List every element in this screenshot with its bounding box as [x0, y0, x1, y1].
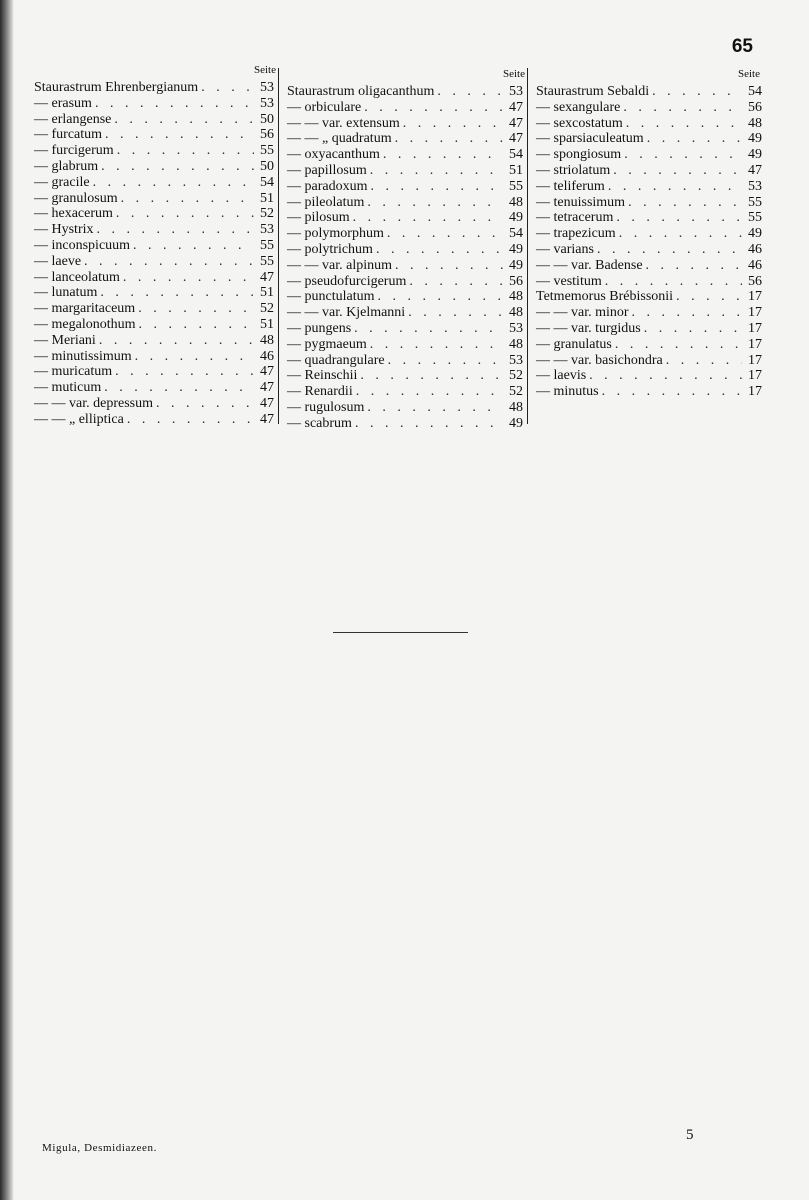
index-entry-page: 53	[509, 84, 523, 99]
dot-leader	[113, 206, 254, 222]
dot-leader	[90, 175, 254, 191]
index-entry-name: — trapezicum	[536, 226, 616, 242]
index-entry-name: — tetracerum	[536, 210, 614, 226]
dot-leader	[384, 226, 503, 242]
index-entry-page: 47	[260, 269, 274, 285]
index-entry-page: 49	[748, 131, 762, 147]
dot-leader	[406, 274, 503, 290]
index-entry-name: — — var. Kjelmanni	[287, 305, 406, 321]
dot-leader	[610, 163, 742, 179]
index-entry-page: 49	[509, 210, 523, 226]
index-entry-name: — — var. minor	[536, 305, 629, 321]
index-entry-name: — papillosum	[287, 162, 367, 178]
index-entry	[34, 206, 274, 222]
dot-leader	[96, 333, 254, 349]
dot-leader	[625, 195, 742, 211]
index-entry	[287, 258, 523, 274]
index-entry-name: — rugulosum	[287, 399, 365, 415]
index-entry-name: — — var. extensum	[287, 115, 400, 131]
index-entry	[34, 159, 274, 175]
index-entry	[34, 127, 274, 143]
index-entry-name: — pilosum	[287, 210, 350, 226]
index-entry-name: — Renardii	[287, 384, 353, 400]
index-entry-page: 48	[509, 194, 523, 210]
index-entry-name: — pseudofurcigerum	[287, 273, 407, 289]
dot-leader	[643, 258, 742, 274]
dot-leader	[124, 412, 254, 428]
index-entry-page: 47	[260, 411, 274, 427]
index-entry-name: — spongiosum	[536, 147, 622, 163]
index-entry	[536, 274, 762, 290]
dot-leader	[599, 384, 742, 400]
index-entry-page: 51	[260, 190, 274, 206]
dot-leader	[380, 147, 503, 163]
dot-leader	[112, 364, 254, 380]
index-entry	[287, 163, 523, 179]
index-entry-name: — — var. depressum	[34, 395, 153, 411]
index-entry-name: — quadrangulare	[287, 352, 385, 368]
dot-leader	[673, 289, 742, 305]
index-entry	[287, 242, 523, 258]
index-column-2	[278, 68, 527, 431]
index-entry-page: 47	[748, 162, 762, 178]
dot-leader	[120, 270, 254, 286]
index-entry	[34, 222, 274, 238]
index-entry-page: 56	[748, 273, 762, 289]
index-entry-name: — tenuissimum	[536, 194, 626, 210]
dot-leader	[364, 195, 503, 211]
index-entry	[287, 289, 523, 305]
index-entry-page: 48	[509, 289, 523, 305]
dot-leader	[405, 305, 503, 321]
index-entry-name: — — „ elliptica	[34, 411, 124, 427]
index-entry-page: 51	[260, 285, 274, 301]
index-entry-name: — pungens	[287, 320, 352, 336]
index-entry-page: 54	[748, 84, 762, 99]
index-entry-name: — oxyacanthum	[287, 147, 380, 163]
index-entry-page: 55	[260, 253, 274, 269]
index-entry-name: — minutissimum	[34, 348, 132, 364]
index-entry	[287, 226, 523, 242]
dot-leader	[594, 242, 742, 258]
scan-page-edge	[0, 0, 14, 1200]
index-entry-page: 47	[260, 395, 274, 411]
index-entry	[536, 179, 762, 195]
index-entry	[536, 384, 762, 400]
index-entry	[536, 131, 762, 147]
index-entry-name: — erlangense	[34, 111, 112, 127]
index-entry-page: 17	[748, 368, 762, 384]
index-entry-page: 55	[748, 194, 762, 210]
dot-leader	[130, 238, 254, 254]
dot-leader	[101, 380, 254, 396]
dot-leader	[102, 127, 254, 143]
index-entry-name: — Reinschii	[287, 368, 358, 384]
index-entry	[287, 274, 523, 290]
index-entry-page: 50	[260, 158, 274, 174]
page-number: 65	[731, 36, 753, 57]
index-entry-page: 53	[260, 80, 274, 95]
index-entry-name: — — var. turgidus	[536, 320, 641, 336]
index-entry-page: 47	[260, 380, 274, 396]
index-entry-page: 48	[509, 399, 523, 415]
dot-leader	[97, 285, 254, 301]
index-entry-page: 17	[748, 305, 762, 321]
index-entry-page: 55	[260, 237, 274, 253]
index-entry	[536, 116, 762, 132]
index-entry-page: 52	[509, 368, 523, 384]
dot-leader	[605, 179, 742, 195]
index-entry-name: — megalonothum	[34, 316, 136, 332]
index-table	[34, 64, 762, 431]
index-entry	[536, 289, 762, 305]
index-entry-name: — polymorphum	[287, 226, 384, 242]
index-entry	[34, 175, 274, 191]
index-entry-page: 51	[260, 316, 274, 332]
index-entry	[287, 321, 523, 337]
index-entry	[536, 321, 762, 337]
dot-leader	[361, 100, 503, 116]
dot-leader	[613, 210, 742, 226]
index-entry-page: 49	[748, 226, 762, 242]
index-entry-page: 49	[509, 257, 523, 273]
dot-leader	[649, 84, 742, 100]
index-entry-page: 55	[509, 178, 523, 194]
index-entry	[536, 84, 762, 100]
index-entry	[287, 416, 523, 432]
index-entry-page: 54	[260, 174, 274, 190]
dot-leader	[616, 226, 742, 242]
index-entry-name: — — var. alpinum	[287, 257, 392, 273]
index-entry	[34, 396, 274, 412]
index-entry-page: 46	[748, 257, 762, 273]
index-entry-page: 47	[509, 115, 523, 131]
index-entry-page: 53	[509, 320, 523, 336]
index-entry	[34, 285, 274, 301]
index-entry	[287, 210, 523, 226]
index-entry-name: — margaritaceum	[34, 301, 136, 317]
index-entry-page: 53	[748, 178, 762, 194]
index-entry-name: Staurastrum oligacanthum	[287, 84, 435, 99]
index-entry	[536, 337, 762, 353]
index-entry-name: — inconspicuum	[34, 237, 131, 253]
index-entry-name: — granulosum	[34, 190, 118, 206]
dot-leader	[373, 242, 503, 258]
index-entry-page: 48	[509, 336, 523, 352]
index-entry-name: — — var. Badense	[536, 257, 643, 273]
index-entry-page: 55	[260, 143, 274, 159]
index-entry-name: — furcigerum	[34, 143, 114, 159]
dot-leader	[135, 301, 254, 317]
index-entry-name: — Meriani	[34, 332, 96, 348]
index-entry-page: 53	[260, 222, 274, 238]
index-entry	[34, 380, 274, 396]
index-entry	[287, 147, 523, 163]
index-entry	[536, 258, 762, 274]
index-entry-page: 49	[509, 415, 523, 431]
index-entry-page: 17	[748, 289, 762, 305]
index-entry-name: — — var. basichondra	[536, 352, 663, 368]
index-entry-name: Tetmemorus Brébissonii	[536, 289, 674, 305]
index-entry-page: 50	[260, 111, 274, 127]
index-entry-page: 47	[509, 99, 523, 115]
index-entry-page: 56	[509, 273, 523, 289]
index-column-1	[34, 64, 278, 427]
dot-leader	[375, 289, 504, 305]
index-entry	[536, 100, 762, 116]
index-entry	[536, 195, 762, 211]
dot-leader	[111, 112, 254, 128]
dot-leader	[434, 84, 503, 100]
dot-leader	[586, 368, 742, 384]
index-entry-name: — — „ quadratum	[287, 131, 392, 147]
dot-leader	[385, 353, 503, 369]
dot-leader	[351, 321, 503, 337]
index-entry	[287, 400, 523, 416]
dot-leader	[629, 305, 742, 321]
index-entry-name: — varians	[536, 241, 594, 257]
dot-leader	[400, 116, 503, 132]
index-entry-page: 17	[748, 320, 762, 336]
index-entry	[536, 353, 762, 369]
dot-leader	[118, 191, 254, 207]
index-entry	[287, 100, 523, 116]
index-entry	[34, 412, 274, 428]
dot-leader	[367, 179, 503, 195]
dot-leader	[623, 116, 742, 132]
index-entry-page: 52	[509, 384, 523, 400]
index-entry-page: 46	[748, 241, 762, 257]
index-entry-name: — lanceolatum	[34, 269, 120, 285]
index-entry-page: 52	[260, 301, 274, 317]
index-entry	[34, 238, 274, 254]
index-entry	[34, 349, 274, 365]
index-entry	[34, 80, 274, 96]
dot-leader	[367, 337, 503, 353]
dot-leader	[198, 80, 254, 96]
dot-leader	[644, 131, 742, 147]
index-entry-name: — furcatum	[34, 127, 103, 143]
index-entry	[287, 337, 523, 353]
dot-leader	[663, 353, 742, 369]
dot-leader	[612, 337, 742, 353]
index-entry	[34, 112, 274, 128]
index-entry-name: — vestitum	[536, 273, 602, 289]
index-entry-name: — hexacerum	[34, 206, 113, 222]
index-entry-name: — sexangulare	[536, 99, 621, 115]
index-entry-page: 48	[260, 332, 274, 348]
index-entry	[287, 384, 523, 400]
index-entry-page: 47	[260, 364, 274, 380]
index-entry	[34, 317, 274, 333]
index-entry-page: 54	[509, 226, 523, 242]
index-entry	[287, 179, 523, 195]
index-entry	[287, 353, 523, 369]
index-entry	[287, 131, 523, 147]
index-entry-name: — laeve	[34, 253, 82, 269]
dot-leader	[81, 254, 254, 270]
index-column-3	[527, 68, 762, 424]
index-entry-name: — polytrichum	[287, 241, 373, 257]
index-entry-page: 51	[509, 162, 523, 178]
index-entry-page: 56	[748, 99, 762, 115]
dot-leader	[602, 274, 742, 290]
index-entry-name: — granulatus	[536, 336, 612, 352]
index-entry-name: — punctulatum	[287, 289, 375, 305]
index-entry	[34, 254, 274, 270]
column-header-seite: Seite	[503, 68, 525, 80]
index-entry-name: — scabrum	[287, 415, 352, 431]
index-entry-page: 55	[748, 210, 762, 226]
index-entry-name: — laevis	[536, 368, 587, 384]
dot-leader	[392, 131, 503, 147]
index-entry	[536, 368, 762, 384]
dot-leader	[357, 368, 503, 384]
index-entry	[287, 195, 523, 211]
index-entry	[34, 301, 274, 317]
index-entry-page: 53	[260, 95, 274, 111]
dot-leader	[98, 159, 254, 175]
dot-leader	[136, 317, 255, 333]
index-entry-name: — sparsiaculeatum	[536, 131, 644, 147]
index-entry-page: 52	[260, 206, 274, 222]
index-entry	[287, 84, 523, 100]
index-entry-page: 48	[748, 115, 762, 131]
index-entry	[34, 143, 274, 159]
index-entry	[536, 210, 762, 226]
index-entry-name: — pygmaeum	[287, 336, 367, 352]
index-entry	[536, 242, 762, 258]
index-entry-page: 53	[509, 352, 523, 368]
index-entry	[34, 96, 274, 112]
dot-leader	[352, 416, 503, 432]
index-entry-name: — striolatum	[536, 162, 611, 178]
index-entry-page: 49	[748, 147, 762, 163]
index-entry-name: — pileolatum	[287, 194, 365, 210]
index-entry-page: 54	[509, 147, 523, 163]
index-entry-name: — gracile	[34, 174, 90, 190]
index-entry-page: 47	[509, 131, 523, 147]
dot-leader	[92, 96, 254, 112]
index-entry	[287, 305, 523, 321]
column-header-seite: Seite	[254, 64, 276, 76]
index-entry	[34, 364, 274, 380]
index-entry-page: 48	[509, 305, 523, 321]
index-entry	[34, 270, 274, 286]
index-entry	[536, 305, 762, 321]
index-entry-name: — lunatum	[34, 285, 98, 301]
index-entry	[34, 191, 274, 207]
index-entry	[536, 147, 762, 163]
index-entry-page: 17	[748, 352, 762, 368]
index-entry-page: 17	[748, 336, 762, 352]
dot-leader	[114, 143, 254, 159]
dot-leader	[153, 396, 254, 412]
section-separator-rule	[333, 632, 468, 633]
dot-leader	[621, 147, 742, 163]
index-entry-name: — erasum	[34, 95, 92, 111]
index-entry-name: Staurastrum Ehrenbergianum	[34, 80, 199, 95]
footer-signature: Migula, Desmidiazeen.	[42, 1142, 157, 1154]
column-header-seite: Seite	[738, 68, 760, 80]
dot-leader	[641, 321, 742, 337]
index-entry-name: — glabrum	[34, 158, 99, 174]
dot-leader	[620, 100, 742, 116]
index-entry	[287, 116, 523, 132]
index-entry-name: — orbiculare	[287, 99, 362, 115]
index-entry-name: — paradoxum	[287, 178, 368, 194]
footer-sheet-number: 5	[686, 1127, 694, 1143]
index-entry-page: 56	[260, 127, 274, 143]
index-entry-page: 46	[260, 348, 274, 364]
index-entry-name: — muricatum	[34, 364, 113, 380]
index-entry	[536, 163, 762, 179]
index-entry-page: 49	[509, 241, 523, 257]
dot-leader	[132, 349, 254, 365]
dot-leader	[364, 400, 503, 416]
index-entry-name: — sexcostatum	[536, 115, 623, 131]
index-entry-name: — teliferum	[536, 178, 605, 194]
dot-leader	[94, 222, 255, 238]
index-entry-name: Staurastrum Sebaldi	[536, 84, 650, 99]
dot-leader	[392, 258, 503, 274]
index-entry	[34, 333, 274, 349]
dot-leader	[350, 210, 503, 226]
index-entry	[536, 226, 762, 242]
index-entry-name: — muticum	[34, 380, 102, 396]
index-entry	[287, 368, 523, 384]
index-entry-name: — Hystrix	[34, 222, 94, 238]
dot-leader	[353, 384, 503, 400]
index-entry-name: — minutus	[536, 384, 599, 400]
index-entry-page: 17	[748, 384, 762, 400]
dot-leader	[367, 163, 503, 179]
